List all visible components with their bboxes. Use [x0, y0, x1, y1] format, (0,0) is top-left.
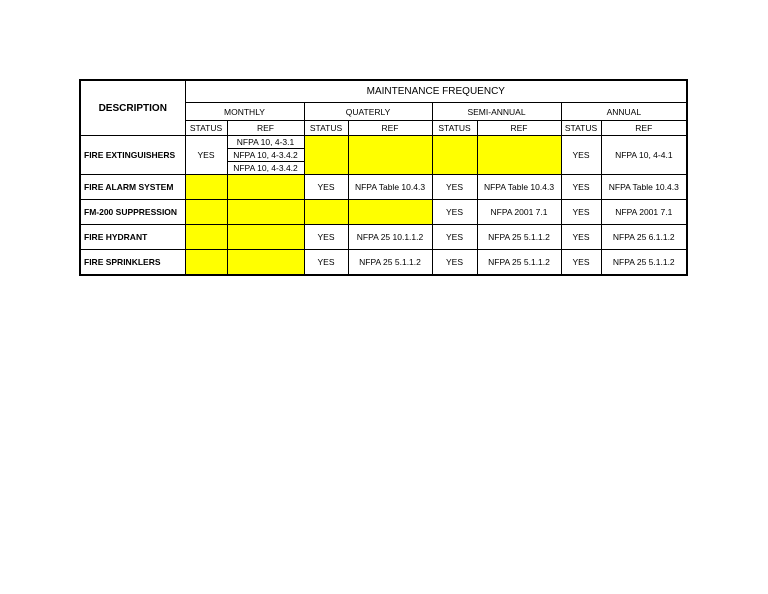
quarterly-status-cell [304, 136, 348, 175]
quarterly-ref-cell [348, 200, 432, 225]
quarterly-ref-cell: NFPA 25 5.1.1.2 [348, 250, 432, 276]
period-semi-annual-header: SEMI-ANNUAL [432, 103, 561, 121]
quarterly-ref-cell [348, 136, 432, 175]
monthly-ref-cell [227, 175, 304, 200]
maintenance-frequency-header: MAINTENANCE FREQUENCY [185, 80, 687, 103]
monthly-status-cell: YES [185, 136, 227, 175]
semi-status-header: STATUS [432, 121, 477, 136]
monthly-status-cell [185, 225, 227, 250]
annual-ref-header: REF [601, 121, 687, 136]
row-name: FIRE HYDRANT [80, 225, 185, 250]
monthly-ref-cell: NFPA 10, 4-3.4.2 [227, 162, 304, 175]
semi-ref-cell: NFPA 25 5.1.1.2 [477, 225, 561, 250]
semi-ref-cell: NFPA Table 10.4.3 [477, 175, 561, 200]
monthly-ref-header: REF [227, 121, 304, 136]
annual-ref-cell: NFPA 2001 7.1 [601, 200, 687, 225]
quarterly-status-header: STATUS [304, 121, 348, 136]
annual-ref-cell: NFPA 25 5.1.1.2 [601, 250, 687, 276]
monthly-ref-cell [227, 225, 304, 250]
table-row [80, 250, 687, 276]
semi-status-cell: YES [432, 200, 477, 225]
period-annual-header: ANNUAL [561, 103, 687, 121]
annual-ref-cell: NFPA Table 10.4.3 [601, 175, 687, 200]
row-name: FIRE SPRINKLERS [80, 250, 185, 276]
semi-ref-header: REF [477, 121, 561, 136]
semi-status-cell [432, 136, 477, 175]
quarterly-ref-header: REF [348, 121, 432, 136]
table-row [80, 136, 687, 149]
period-monthly-header: MONTHLY [185, 103, 304, 121]
row-name: FIRE EXTINGUISHERS [80, 136, 185, 175]
maintenance-frequency-table [79, 79, 688, 276]
quarterly-ref-cell: NFPA Table 10.4.3 [348, 175, 432, 200]
annual-status-cell: YES [561, 136, 601, 175]
annual-ref-cell: NFPA 25 6.1.1.2 [601, 225, 687, 250]
quarterly-status-cell: YES [304, 225, 348, 250]
monthly-status-cell [185, 200, 227, 225]
annual-status-header: STATUS [561, 121, 601, 136]
annual-status-cell: YES [561, 175, 601, 200]
period-quarterly-header: QUATERLY [304, 103, 432, 121]
quarterly-status-cell: YES [304, 250, 348, 276]
monthly-status-cell [185, 175, 227, 200]
semi-status-cell: YES [432, 225, 477, 250]
monthly-status-cell [185, 250, 227, 276]
annual-status-cell: YES [561, 250, 601, 276]
annual-ref-cell: NFPA 10, 4-4.1 [601, 136, 687, 175]
description-header: DESCRIPTION [80, 80, 185, 136]
quarterly-status-cell: YES [304, 175, 348, 200]
quarterly-status-cell [304, 200, 348, 225]
monthly-ref-cell: NFPA 10, 4-3.4.2 [227, 149, 304, 162]
table-row [80, 225, 687, 250]
semi-ref-cell [477, 136, 561, 175]
monthly-ref-cell: NFPA 10, 4-3.1 [227, 136, 304, 149]
monthly-status-header: STATUS [185, 121, 227, 136]
semi-status-cell: YES [432, 175, 477, 200]
annual-status-cell: YES [561, 225, 601, 250]
quarterly-ref-cell: NFPA 25 10.1.1.2 [348, 225, 432, 250]
semi-ref-cell: NFPA 2001 7.1 [477, 200, 561, 225]
row-name: FM-200 SUPPRESSION [80, 200, 185, 225]
monthly-ref-cell [227, 250, 304, 276]
semi-status-cell: YES [432, 250, 477, 276]
row-name: FIRE ALARM SYSTEM [80, 175, 185, 200]
semi-ref-cell: NFPA 25 5.1.1.2 [477, 250, 561, 276]
monthly-ref-cell [227, 200, 304, 225]
table-row [80, 175, 687, 200]
table-row [80, 200, 687, 225]
annual-status-cell: YES [561, 200, 601, 225]
